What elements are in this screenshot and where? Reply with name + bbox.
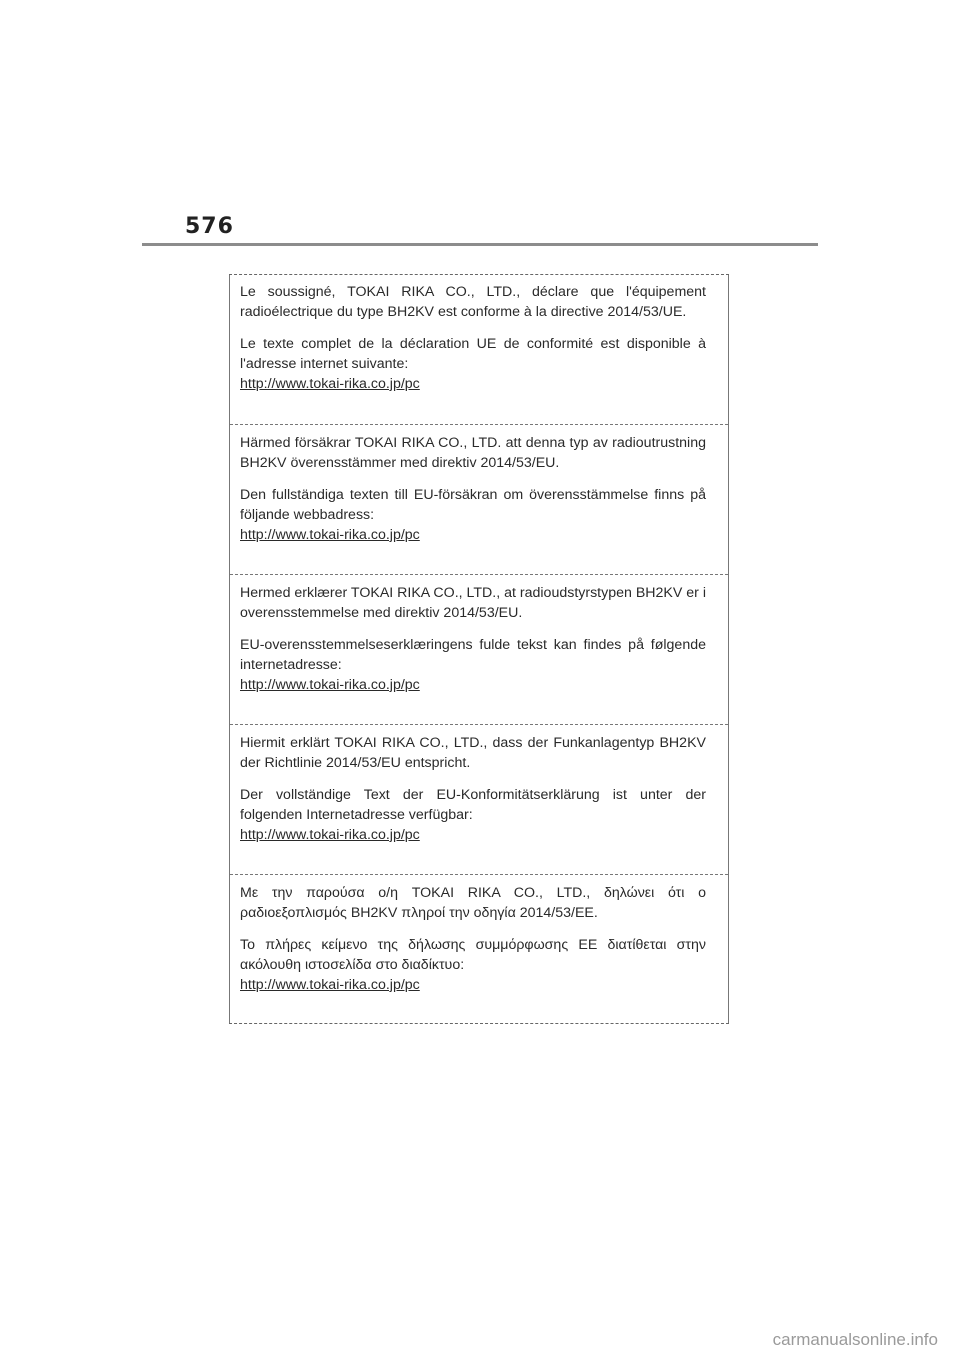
declaration-section-el	[230, 874, 728, 1024]
declaration-statement: Με την παρούσα ο/η TOKAI RIKA CO., LTD., δηλώνει ότι ο ραδιοεξοπλισμός BH2KV πληροί την οδηγία 2014/53/ΕΕ.	[240, 885, 706, 921]
declaration-section-sv	[230, 424, 728, 574]
declaration-url-link[interactable]: http://www.tokai-rika.co.jp/pc	[240, 677, 420, 693]
declaration-info: Το πλήρες κείμενο της δήλωσης συμμόρφωσης ΕΕ διατίθεται στην ακόλουθη ιστοσελίδα στο διαδίκτυο:	[240, 937, 706, 973]
declaration-statement: Härmed försäkrar TOKAI RIKA CO., LTD. att denna typ av radioutrustning BH2KV överensstämmer med direktiv 2014/53/EU.	[240, 435, 706, 471]
declaration-panel	[229, 274, 729, 1024]
page-number: 576	[185, 214, 234, 239]
declaration-statement: Le soussigné, TOKAI RIKA CO., LTD., déclare que l'équipement radioélectrique du type BH2KV est conforme à la directive 2014/53/UE.	[240, 284, 706, 320]
declaration-url-link[interactable]: http://www.tokai-rika.co.jp/pc	[240, 977, 420, 993]
declaration-info: EU-overensstemmelseserklæringens fulde tekst kan findes på følgende internetadresse:	[240, 637, 706, 673]
declaration-url-link[interactable]: http://www.tokai-rika.co.jp/pc	[240, 376, 420, 392]
declaration-section-fr	[230, 274, 728, 424]
declaration-info: Den fullständiga texten till EU-försäkran om överensstämmelse finns på följande webbadress:	[240, 487, 706, 523]
declaration-url-link[interactable]: http://www.tokai-rika.co.jp/pc	[240, 527, 420, 543]
declaration-section-da	[230, 574, 728, 724]
declaration-info: Le texte complet de la déclaration UE de conformité est disponible à l'adresse internet suivante:	[240, 336, 706, 372]
header-rule	[142, 243, 818, 246]
declaration-section-de	[230, 724, 728, 874]
declaration-info: Der vollständige Text der EU-Konformitätserklärung ist unter der folgenden Internetadresse verfügbar:	[240, 787, 706, 823]
declaration-statement: Hiermit erklärt TOKAI RIKA CO., LTD., dass der Funkanlagentyp BH2KV der Richtlinie 2014/53/EU entspricht.	[240, 735, 706, 771]
watermark-text: carmanualsonline.info	[772, 1330, 938, 1349]
declaration-url-link[interactable]: http://www.tokai-rika.co.jp/pc	[240, 827, 420, 843]
declaration-statement: Hermed erklærer TOKAI RIKA CO., LTD., at radioudstyrstypen BH2KV er i overensstemmelse med direktiv 2014/53/EU.	[240, 585, 706, 621]
